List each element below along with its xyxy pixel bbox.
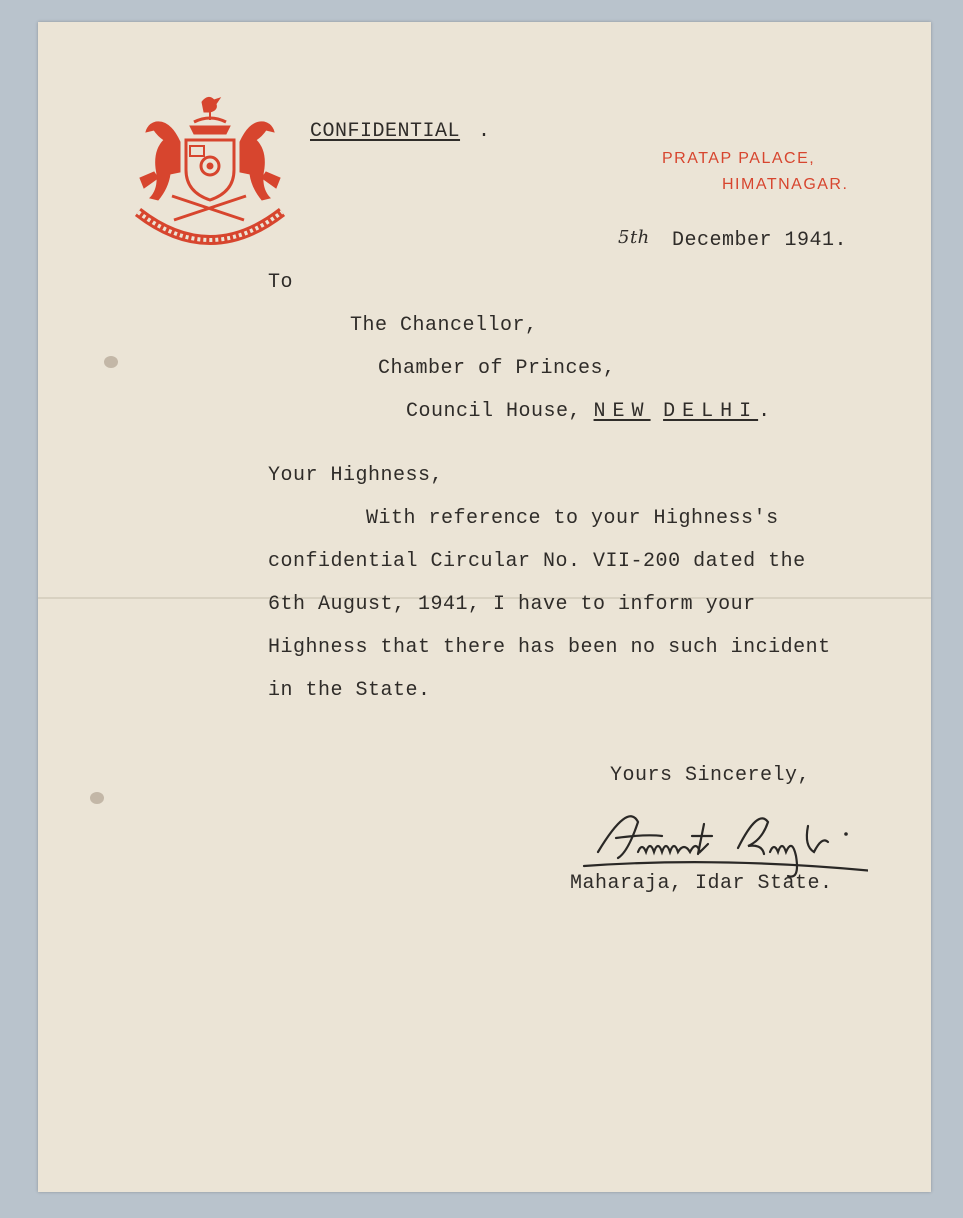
paper-blemish (90, 792, 104, 804)
address-council-house: Council House, (406, 400, 582, 423)
salutation: Your Highness, (268, 464, 444, 487)
palace-name: PRATAP PALACE, (662, 150, 816, 167)
address-line-3 (406, 400, 771, 423)
valediction: Yours Sincerely, (610, 764, 811, 787)
letter-paper (38, 22, 931, 1192)
address-to: To (268, 271, 294, 294)
body-line-5: in the State. (268, 679, 431, 702)
address-line-1: The Chancellor, (350, 314, 538, 337)
coat-of-arms-icon (124, 92, 294, 252)
signatory-title: Maharaja, Idar State. (570, 872, 833, 895)
address-line-2: Chamber of Princes, (378, 357, 616, 380)
body-line-3: 6th August, 1941, I have to inform your (268, 593, 756, 616)
body-line-2: confidential Circular No. VII-200 dated the (268, 550, 806, 573)
address-city-delhi: DELHI (663, 400, 759, 423)
confidential-period: . (478, 120, 491, 143)
body-line-4: Highness that there has been no such incident (268, 636, 831, 659)
palace-city: HIMATNAGAR. (722, 176, 849, 193)
paper-blemish (104, 356, 118, 368)
address-city-new: NEW (593, 400, 651, 423)
address-period: . (758, 400, 771, 423)
body-line-1: With reference to your Highness's (366, 507, 779, 530)
date-day-handwritten: 5th (618, 227, 650, 248)
confidential-heading: CONFIDENTIAL (310, 120, 461, 143)
letter-date: December 1941. (672, 229, 848, 252)
